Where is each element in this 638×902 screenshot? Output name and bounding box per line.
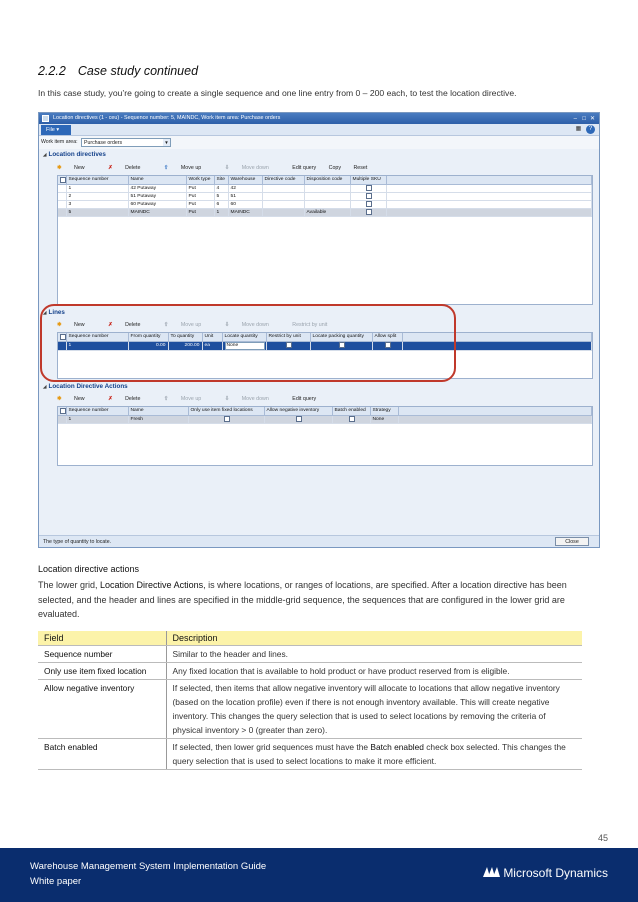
window-titlebar [39, 113, 599, 124]
menu-bar [39, 124, 599, 136]
multiple-sku-checkbox[interactable] [350, 192, 386, 200]
directives-move-up-button[interactable]: ⇧ Move up [163, 165, 202, 171]
column-header[interactable]: From quantity [128, 333, 168, 341]
table-cell[interactable]: 51 Putaway [128, 192, 186, 200]
footer-subtitle: White paper [30, 876, 82, 887]
section-title: Case study continued [77, 64, 199, 78]
table-cell[interactable]: 5 [214, 192, 228, 200]
table-cell[interactable] [304, 192, 350, 200]
directives-section-title: Location directives [48, 151, 106, 158]
column-header[interactable]: Name [128, 407, 188, 415]
column-header[interactable]: Sequence number [66, 407, 128, 415]
column-header[interactable]: Sequence number [66, 176, 128, 184]
table-cell[interactable]: 6 [214, 200, 228, 208]
column-header[interactable]: Multiple SKU [350, 176, 386, 184]
directives-grid [57, 175, 593, 305]
checkbox-icon [366, 193, 372, 199]
column-header[interactable]: Name [128, 176, 186, 184]
batch-enabled-checkbox[interactable] [332, 415, 370, 423]
move-down-icon: ⇩ [224, 165, 230, 171]
table-cell[interactable]: Fresh [128, 415, 188, 423]
column-header[interactable]: Allow split [372, 333, 402, 341]
new-icon: ✱ [57, 322, 62, 328]
multiple-sku-checkbox[interactable] [350, 184, 386, 192]
close-icon[interactable]: ✕ [589, 116, 595, 122]
lines-highlight-oval [40, 304, 456, 382]
directives-move-down-button[interactable]: ⇩ Move down [224, 165, 269, 171]
actions-toolbar [57, 394, 327, 404]
new-icon: ✱ [57, 396, 62, 402]
table-row [38, 662, 582, 679]
section-number: 2.2.2 [38, 64, 66, 78]
checkbox-icon [366, 209, 372, 215]
app-icon [42, 115, 49, 122]
microsoft-dynamics-logo [482, 866, 608, 880]
lines-delete-button[interactable]: ✗ Delete [108, 322, 141, 328]
table-cell[interactable]: 1 [66, 415, 128, 423]
column-header[interactable]: Disposition code [304, 176, 350, 184]
field-cell: Allow negative inventory [38, 679, 166, 738]
checkbox-icon [60, 408, 66, 414]
table-row [38, 738, 582, 769]
page-footer [0, 848, 638, 902]
page-number: 45 [597, 833, 608, 843]
lines-restrict-by-unit-button[interactable]: Restrict by unit [292, 322, 328, 328]
move-up-icon: ⇧ [163, 396, 169, 402]
work-item-area-label: Work item area: [41, 139, 78, 145]
table-cell[interactable] [262, 200, 304, 208]
move-down-icon: ⇩ [224, 322, 230, 328]
description-cell: Any fixed location that is available to hold product or have product reserved from is eligible. [166, 662, 582, 679]
column-header[interactable]: Locate quantity [222, 333, 266, 341]
checkbox-icon [296, 416, 302, 422]
table-cell[interactable] [262, 208, 304, 216]
table-header-row [38, 631, 582, 645]
move-up-icon: ⇧ [163, 322, 169, 328]
table-cell[interactable]: 0.00 [128, 341, 168, 350]
table-cell[interactable] [262, 192, 304, 200]
actions-grid [57, 406, 593, 466]
column-header[interactable]: Restrict by unit [266, 333, 310, 341]
table-cell[interactable]: 51 [228, 192, 262, 200]
layout-icon[interactable]: ▦ [575, 126, 582, 132]
actions-edit-query-button[interactable]: Edit query [292, 396, 317, 402]
term-batch-enabled: Batch enabled [370, 741, 424, 752]
actions-section-header[interactable] [43, 383, 128, 390]
status-text: The type of quantity to locate. [43, 539, 112, 545]
field-description-table [38, 631, 582, 770]
table-cell[interactable] [304, 184, 350, 192]
column-header[interactable]: Directive code [262, 176, 304, 184]
column-header[interactable]: Strategy [370, 407, 398, 415]
column-header[interactable]: To quantity [168, 333, 202, 341]
checkbox-icon [60, 177, 66, 183]
dynamics-logo-icon [482, 866, 500, 878]
column-header: Description [166, 631, 582, 645]
term-location-directive-actions: Location Directive Actions [100, 580, 204, 590]
column-header[interactable]: Site [214, 176, 228, 184]
column-header[interactable]: Warehouse [228, 176, 262, 184]
table-row-selected[interactable] [58, 415, 592, 423]
chevron-down-icon[interactable]: ▼ [164, 140, 169, 145]
intro-paragraph: In this case study, you’re going to create a single sequence and one line entry from 0 – 200 each, to test the location directive. [38, 88, 517, 98]
column-header[interactable]: Work type [186, 176, 214, 184]
table-cell[interactable]: Put [186, 200, 214, 208]
field-cell: Only use item fixed location [38, 662, 166, 679]
actions-section-title: Location Directive Actions [48, 383, 128, 390]
table-cell[interactable]: Put [186, 184, 214, 192]
maximize-icon[interactable]: □ [582, 116, 586, 122]
directives-delete-button[interactable]: ✗ Delete [108, 165, 141, 171]
section-heading [38, 64, 198, 78]
logo-text: Microsoft Dynamics [503, 866, 608, 880]
move-up-icon: ⇧ [163, 165, 169, 171]
directives-section-header[interactable] [43, 151, 106, 158]
multiple-sku-checkbox[interactable] [350, 200, 386, 208]
table-cell[interactable]: 60 Putaway [128, 200, 186, 208]
checkbox-icon [349, 416, 355, 422]
actions-new-button[interactable]: ✱ New [57, 396, 85, 402]
column-header[interactable]: Allow negative inventory [264, 407, 332, 415]
new-icon: ✱ [57, 165, 62, 171]
field-cell: Sequence number [38, 645, 166, 662]
description-cell: Similar to the header and lines. [166, 645, 582, 662]
select-all-checkbox[interactable] [58, 176, 66, 184]
table-cell[interactable]: 3 [66, 200, 128, 208]
directives-new-button[interactable]: ✱ New [57, 165, 85, 171]
column-header-empty [398, 407, 592, 415]
table-cell[interactable]: 42 Putaway [128, 184, 186, 192]
table-cell[interactable]: Put [186, 192, 214, 200]
description-cell: If selected, then lower grid sequences must have the Batch enabled check box selected. This changes the query selection that is used to select locations to make it more efficient. [166, 738, 582, 769]
collapse-triangle-icon[interactable]: ◢ [43, 384, 47, 389]
work-item-area-value: Purchase orders [84, 140, 123, 146]
column-header[interactable]: Batch enabled [332, 407, 370, 415]
table-cell[interactable] [262, 184, 304, 192]
collapse-triangle-icon[interactable]: ◢ [43, 310, 47, 315]
actions-header-row [58, 407, 592, 415]
lines-move-up-button[interactable]: ⇧ Move up [163, 322, 202, 328]
move-down-icon: ⇩ [224, 396, 230, 402]
multiple-sku-checkbox[interactable] [350, 208, 386, 216]
directives-header-row [58, 176, 592, 184]
description-cell: If selected, then items that allow negative inventory will allocate to locations that allow negative inventory (based on the location profile) even if there is not enough inventory available. This will create negative inventory. This changes the query selection that is used to select locations by removing the criteria of physical inventory > 0 (greater than zero). [166, 679, 582, 738]
directives-copy-button[interactable]: Copy [328, 165, 341, 171]
window-title: Location directives (1 - ceu) - Sequence number: 5, MAINDC, Work item area: Purchase orders [53, 115, 281, 121]
column-header[interactable]: Unit [202, 333, 222, 341]
directives-toolbar [57, 163, 378, 173]
close-button[interactable]: Close [555, 537, 589, 546]
table-cell[interactable]: MAINDC [128, 208, 186, 216]
help-icon[interactable]: ? [586, 125, 595, 134]
table-cell[interactable]: 4 [214, 184, 228, 192]
checkbox-icon [224, 416, 230, 422]
table-cell[interactable]: None [370, 415, 398, 423]
table-cell[interactable] [304, 200, 350, 208]
table-cell[interactable]: 60 [228, 200, 262, 208]
table-cell[interactable]: 1 [66, 341, 128, 350]
table-cell[interactable]: MAINDC [228, 208, 262, 216]
table-cell[interactable]: Put [186, 208, 214, 216]
table-row [38, 679, 582, 738]
negative-inventory-checkbox[interactable] [264, 415, 332, 423]
work-item-area-row [39, 136, 599, 149]
file-menu-button[interactable]: File ▾ [41, 125, 71, 135]
select-all-checkbox[interactable] [58, 407, 66, 415]
footer-title: Warehouse Management System Implementation Guide [30, 861, 267, 872]
delete-icon: ✗ [108, 322, 113, 328]
directives-reset-button[interactable]: Reset [353, 165, 368, 171]
delete-icon: ✗ [108, 165, 113, 171]
directives-edit-query-button[interactable]: Edit query [292, 165, 317, 171]
actions-move-up-button[interactable]: ⇧ Move up [163, 396, 202, 402]
table-cell[interactable]: 200.00 [168, 341, 202, 350]
collapse-triangle-icon[interactable]: ◢ [43, 152, 47, 157]
actions-move-down-button[interactable]: ⇩ Move down [224, 396, 269, 402]
file-menu-label: File [46, 127, 55, 133]
checkbox-icon [366, 201, 372, 207]
lines-move-down-button[interactable]: ⇩ Move down [224, 322, 269, 328]
column-header[interactable]: Only use item fixed locations [188, 407, 264, 415]
table-cell[interactable]: 1 [214, 208, 228, 216]
minimize-icon[interactable]: – [573, 116, 577, 122]
fixed-locations-checkbox[interactable] [188, 415, 264, 423]
table-row-selected[interactable] [58, 208, 592, 216]
table-cell[interactable]: Available [304, 208, 350, 216]
table-cell[interactable]: 5 [66, 208, 128, 216]
table-cell[interactable]: 1 [66, 184, 128, 192]
body-paragraph: The lower grid, Location Directive Actions, is where locations, or ranges of locations, are specified. After a location directive has been selected, and the header and lines are specified in the middle-grid sequence, the sequences that are configured in the lower grid are evaluated. [38, 580, 567, 620]
column-header[interactable]: Locate packing quantity [310, 333, 372, 341]
table-row[interactable] [58, 200, 592, 208]
table-row[interactable] [58, 184, 592, 192]
field-cell: Batch enabled [38, 738, 166, 769]
table-row[interactable] [58, 192, 592, 200]
actions-delete-button[interactable]: ✗ Delete [108, 396, 141, 402]
lines-section-title: Lines [48, 309, 65, 316]
lines-new-button[interactable]: ✱ New [57, 322, 85, 328]
column-header: Field [38, 631, 166, 645]
table-row [38, 645, 582, 662]
checkbox-icon [366, 185, 372, 191]
locate-quantity-value: None [225, 342, 265, 350]
status-bar [39, 535, 599, 547]
work-item-area-select[interactable] [81, 138, 171, 147]
table-cell[interactable]: 2 [66, 192, 128, 200]
table-cell[interactable]: ea [202, 341, 222, 350]
subheading: Location directive actions [38, 564, 140, 574]
column-header[interactable]: Sequence number [66, 333, 128, 341]
table-cell[interactable]: 42 [228, 184, 262, 192]
delete-icon: ✗ [108, 396, 113, 402]
column-header-empty [386, 176, 592, 184]
